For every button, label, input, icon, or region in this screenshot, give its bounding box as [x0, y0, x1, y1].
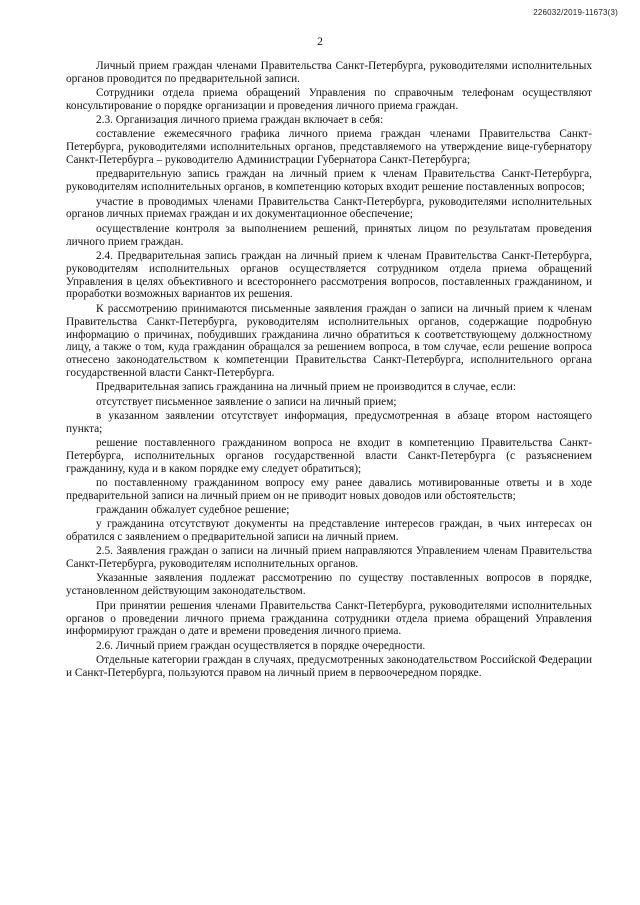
paragraph: гражданин обжалует судебное решение; [96, 504, 290, 517]
paragraph: отсутствует письменное заявление о записи на личный прием; [96, 395, 397, 408]
paragraph: предварительную запись граждан на личный прием к членам Правительства Санкт-Петербурга, руководителям исполнительных органов, в компетенцию которых входит решение поставленных вопросов; [66, 168, 592, 194]
paragraph: 2.4. Предварительная запись граждан на личный прием к членам Правительства Санкт-Петербурга, руководителям исполнительных органов осуществляется сотрудником отдела приема обращений Управления в целях объективного и всестороннего рассмотрения вопросов, поставленных гражданином, и проработки возможных вариантов их решения. [66, 249, 592, 301]
paragraph: в указанном заявлении отсутствует информация, предусмотренная в абзаце втором настоящего пункта; [66, 409, 592, 435]
paragraph: составление ежемесячного графика личного приема граждан членами Правительства Санкт-Петербурга, руководителями исполнительных органов, представляемого на утверждение вице-губернатору Санкт-Петербурга – руководителю Администрации Губернатора Санкт-Петербурга; [66, 128, 592, 167]
paragraph: Личный прием граждан членами Правительства Санкт-Петербурга, руководителями исполнительных органов проводится по предварительной записи. [66, 60, 592, 85]
document-body [66, 60, 592, 681]
paragraph: у гражданина отсутствуют документы на представление интересов граждан, в чьих интересах он обратился с заявлением о предварительной записи на личный прием. [66, 518, 592, 544]
paragraph: 2.6. Личный прием граждан осуществляется в порядке очередности. [96, 639, 426, 652]
paragraph: К рассмотрению принимаются письменные заявления граждан о записи на личный прием к членам Правительства Санкт-Петербурга, руководителям исполнительных органов, содержащие подробную информацию о причинах, побудивших гражданина лично обратиться к соответствующему должностному лицу, а также о том, куда гражданин обращался за решением вопроса, в том случае, если решение вопроса отнесено законодательством к компетенции Правительства Санкт-Петербурга, исполнительного органа государственной власти Санкт-Петербурга. [66, 302, 592, 380]
paragraph: При принятии решения членами Правительства Санкт-Петербурга, руководителями исполнительных органов о проведении личного приема гражданина сотрудники отдела приема обращений Управления информируют граждан о дате и времени проведения личного приема. [66, 599, 592, 638]
paragraph: Предварительная запись гражданина на личный прием не производится в случае, если: [96, 381, 517, 394]
paragraph: Указанные заявления подлежат рассмотрению по существу поставленных вопросов в порядке, установленном действующим законодательством. [66, 572, 592, 598]
paragraph: 2.5. Заявления граждан о записи на личный прием направляются Управлением членам Правительства Санкт-Петербурга, руководителям исполнительных органов. [66, 545, 592, 571]
paragraph: 2.3. Организация личного приема граждан включает в себя: [96, 114, 384, 127]
page-number: 2 [317, 36, 323, 48]
paragraph: участие в проводимых членами Правительства Санкт-Петербурга, руководителями исполнительных органов личных приемах граждан и их документационное обеспечение; [66, 195, 592, 221]
document-id: 226032/2019-11673(3) [533, 8, 618, 17]
paragraph: Сотрудники отдела приема обращений Управления по справочным телефонам осуществляют консультирование о порядке организации и проведения личного приема граждан. [66, 87, 592, 113]
paragraph: решение поставленного гражданином вопроса не входит в компетенцию Правительства Санкт-Петербурга, исполнительных органов государственной власти Санкт-Петербурга (с разъяснением гражданину, куда и в каком порядке ему следует обратиться); [66, 436, 592, 475]
paragraph: осуществление контроля за выполнением решений, принятых лицом по результатам проведения личного прием граждан. [66, 222, 592, 248]
paragraph: Отдельные категории граждан в случаях, предусмотренных законодательством Российской Федерации и Санкт-Петербурга, пользуются правом на личный прием в первоочередном порядке. [66, 653, 592, 679]
paragraph: по поставленному гражданином вопросу ему ранее давались мотивированные ответы и в ходе предварительной записи на личный прием он не приводит новых доводов или обстоятельств; [66, 476, 592, 502]
